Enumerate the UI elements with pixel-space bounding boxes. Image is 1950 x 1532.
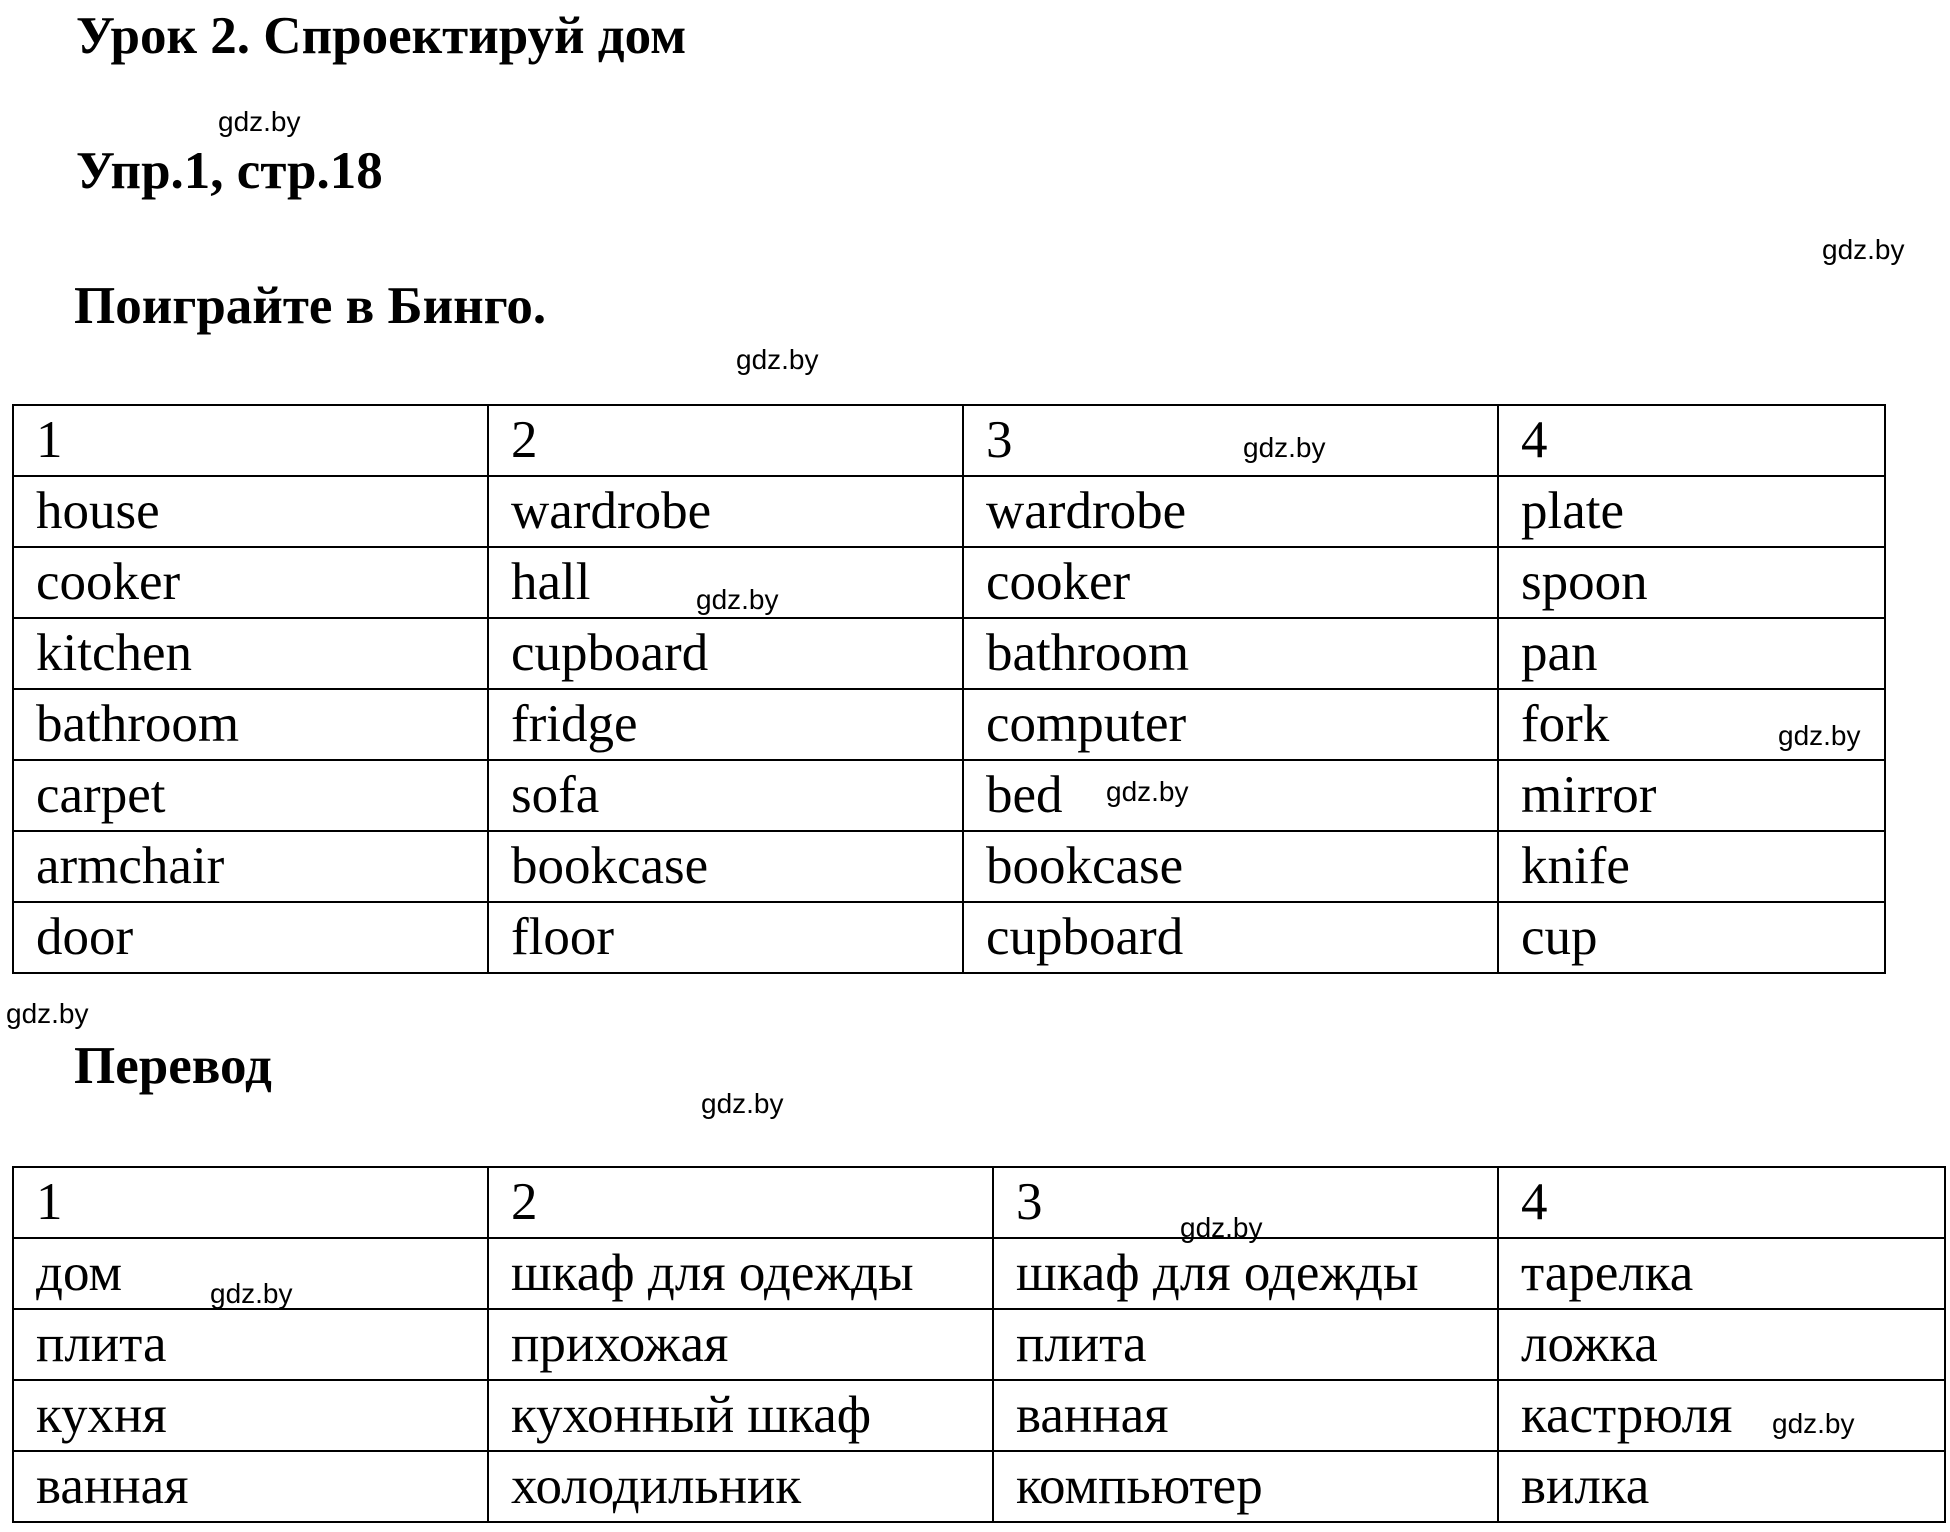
table-cell: plate bbox=[1498, 476, 1885, 547]
watermark: gdz.by bbox=[1243, 432, 1326, 463]
table-row bbox=[13, 618, 1885, 689]
column-header: 3 bbox=[993, 1167, 1498, 1238]
table-cell: дом bbox=[13, 1238, 488, 1309]
table-row bbox=[13, 1309, 1945, 1380]
watermark: gdz.by bbox=[1772, 1408, 1855, 1439]
table-cell: кастрюля bbox=[1498, 1380, 1945, 1451]
table-cell: cupboard bbox=[963, 902, 1498, 973]
watermark: gdz.by bbox=[696, 584, 779, 615]
column-header: 3 bbox=[963, 405, 1498, 476]
table-cell: computer bbox=[963, 689, 1498, 760]
table-cell: шкаф для одежды bbox=[993, 1238, 1498, 1309]
table-cell: плита bbox=[13, 1309, 488, 1380]
exercise-reference: Упр.1, стр.18 bbox=[76, 142, 383, 200]
translation-heading: Перевод bbox=[74, 1037, 272, 1095]
translation-table bbox=[12, 1166, 1946, 1523]
table-row bbox=[13, 831, 1885, 902]
column-header: 4 bbox=[1498, 1167, 1945, 1238]
table-row bbox=[13, 689, 1885, 760]
column-header: 4 bbox=[1498, 405, 1885, 476]
bingo-table bbox=[12, 404, 1886, 974]
column-header: 1 bbox=[13, 1167, 488, 1238]
table-cell: knife bbox=[1498, 831, 1885, 902]
table-row bbox=[13, 547, 1885, 618]
table-cell: house bbox=[13, 476, 488, 547]
watermark: gdz.by bbox=[1180, 1212, 1263, 1243]
table-cell: fridge bbox=[488, 689, 963, 760]
table-row bbox=[13, 1238, 1945, 1309]
watermark: gdz.by bbox=[218, 106, 301, 137]
table-cell: тарелка bbox=[1498, 1238, 1945, 1309]
column-header: 2 bbox=[488, 1167, 993, 1238]
table-cell: bookcase bbox=[963, 831, 1498, 902]
table-row bbox=[13, 1380, 1945, 1451]
table-row bbox=[13, 902, 1885, 973]
column-header: 2 bbox=[488, 405, 963, 476]
table-cell: cup bbox=[1498, 902, 1885, 973]
table-cell: прихожая bbox=[488, 1309, 993, 1380]
table-cell: ложка bbox=[1498, 1309, 1945, 1380]
table-cell: компьютер bbox=[993, 1451, 1498, 1522]
table-cell: bed bbox=[963, 760, 1498, 831]
lesson-title: Урок 2. Спроектируй дом bbox=[76, 7, 687, 65]
table-cell: шкаф для одежды bbox=[488, 1238, 993, 1309]
table-cell: bathroom bbox=[13, 689, 488, 760]
table-header-row bbox=[13, 405, 1885, 476]
exercise-instruction: Поиграйте в Бинго. bbox=[74, 277, 547, 335]
table-cell: bathroom bbox=[963, 618, 1498, 689]
table-cell: холодильник bbox=[488, 1451, 993, 1522]
column-header: 1 bbox=[13, 405, 488, 476]
table-cell: mirror bbox=[1498, 760, 1885, 831]
table-cell: cooker bbox=[13, 547, 488, 618]
table-cell: wardrobe bbox=[963, 476, 1498, 547]
table-cell: плита bbox=[993, 1309, 1498, 1380]
table-cell: armchair bbox=[13, 831, 488, 902]
table-row bbox=[13, 760, 1885, 831]
table-cell: carpet bbox=[13, 760, 488, 831]
table-cell: ванная bbox=[13, 1451, 488, 1522]
table-cell: spoon bbox=[1498, 547, 1885, 618]
table-cell: bookcase bbox=[488, 831, 963, 902]
table-cell: sofa bbox=[488, 760, 963, 831]
watermark: gdz.by bbox=[701, 1088, 784, 1119]
table-cell: wardrobe bbox=[488, 476, 963, 547]
table-cell: hall bbox=[488, 547, 963, 618]
table-cell: floor bbox=[488, 902, 963, 973]
table-cell: cupboard bbox=[488, 618, 963, 689]
watermark: gdz.by bbox=[1778, 720, 1861, 751]
table-row bbox=[13, 476, 1885, 547]
watermark: gdz.by bbox=[1822, 234, 1905, 265]
watermark: gdz.by bbox=[210, 1278, 293, 1309]
table-header-row bbox=[13, 1167, 1945, 1238]
watermark: gdz.by bbox=[1106, 776, 1189, 807]
table-cell: ванная bbox=[993, 1380, 1498, 1451]
table-cell: кухня bbox=[13, 1380, 488, 1451]
table-cell: door bbox=[13, 902, 488, 973]
table-cell: pan bbox=[1498, 618, 1885, 689]
table-row bbox=[13, 1451, 1945, 1522]
watermark: gdz.by bbox=[736, 344, 819, 375]
watermark: gdz.by bbox=[6, 998, 89, 1029]
table-cell: cooker bbox=[963, 547, 1498, 618]
table-cell: вилка bbox=[1498, 1451, 1945, 1522]
table-cell: kitchen bbox=[13, 618, 488, 689]
table-cell: fork bbox=[1498, 689, 1885, 760]
table-cell: кухонный шкаф bbox=[488, 1380, 993, 1451]
